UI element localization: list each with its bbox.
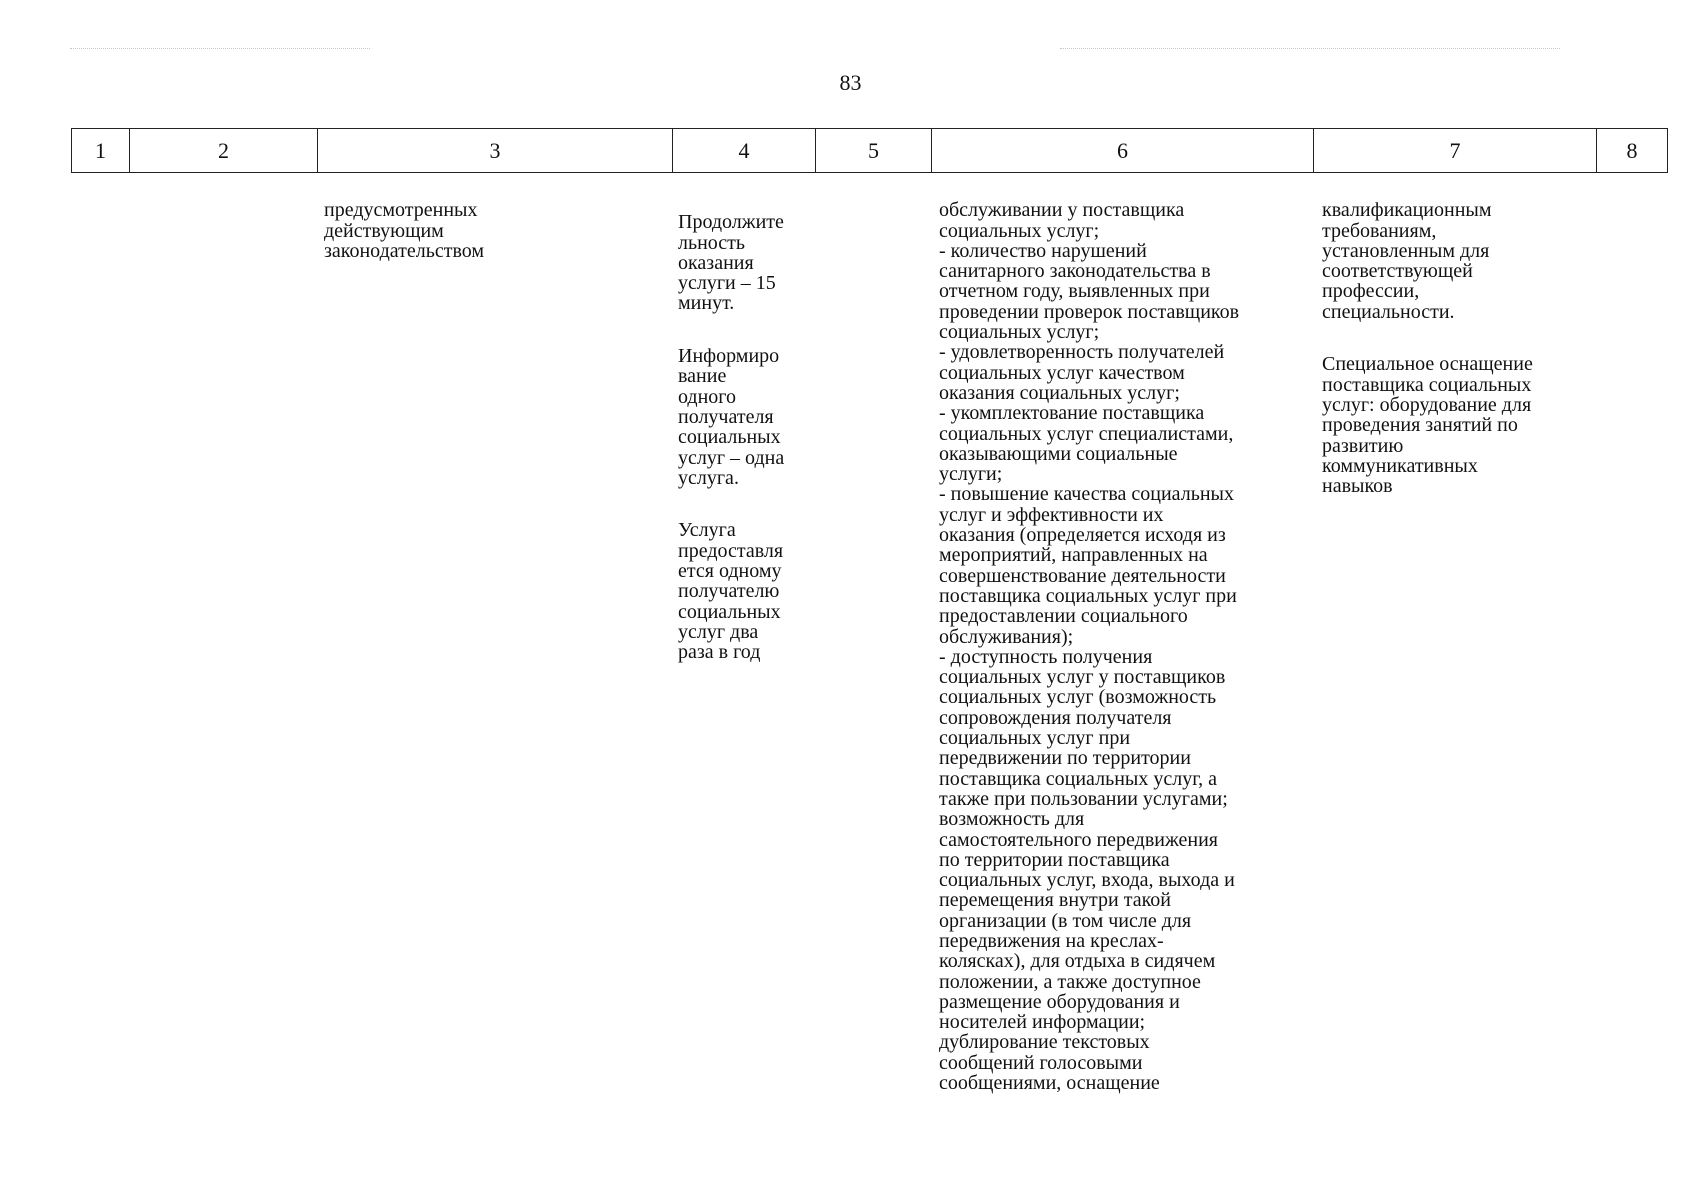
scan-artifact-left <box>70 48 370 50</box>
column-header-row <box>71 128 1668 173</box>
column-4-text <box>678 192 818 695</box>
special-equipment-text: Специальное оснащение поставщика социальных услуг: оборудование для проведения занятий по развитию коммуникативных навыков <box>1322 353 1533 498</box>
column-number-7: 7 <box>1314 129 1597 173</box>
column-number-8: 8 <box>1597 129 1668 173</box>
quality-indicators-text: обслуживании у поставщика социальных услуг; - количество нарушений санитарного законодательства в отчетном году, выявленных при проведении проверок поставщиков социальных услуг; - удовлетворенность получателей социальных услуг качеством оказания социальных услуг; - укомплектование поставщика социальных услуг специалистами, оказывающими социальные услуги; - повышение качества социальных услуг и эффективности их оказания (определяется исходя из мероприятий, направленных на совершенствование деятельности поставщика социальных услуг при предоставлении социального обслуживания); - доступность получения социальных услуг у поставщиков социальных услуг (возможность сопровождения получателя социальных услуг при передвижении по территории поставщика социальных услуг, а также при пользовании услугами; возможность для самостоятельного передвижения по территории поставщика социальных услуг, входа, выхода и перемещения внутри такой организации (в том числе для передвижения на креслах- колясках), для отдыха в сидячем положении, а также доступное размещение оборудования и носителей информации; дублирование текстовых сообщений голосовыми сообщениями, оснащение <box>939 199 1240 1095</box>
legal-basis-text: предусмотренных действующим законодательством <box>324 199 485 262</box>
column-number-1: 1 <box>72 129 130 173</box>
scan-artifact-right <box>1060 48 1560 50</box>
service-duration-text: Продолжите льность оказания услуги – 15 минут. <box>678 211 784 315</box>
service-frequency-text: Услуга предоставля ется одному получателю социальных услуг два раза в год <box>678 519 784 664</box>
column-7-text <box>1322 180 1597 529</box>
service-volume-text: Информиро вание одного получателя социальных услуг – одна услуга. <box>678 345 785 489</box>
column-number-3: 3 <box>318 129 673 173</box>
page-number: 83 <box>839 70 862 95</box>
column-number-6: 6 <box>932 129 1314 173</box>
staff-requirements-text: квалификационным требованиям, установленным для соответствующей профессии, специальности. <box>1322 199 1492 323</box>
column-6-text <box>939 180 1319 1114</box>
column-number-2: 2 <box>130 129 318 173</box>
column-number-5: 5 <box>816 129 932 173</box>
column-number-4: 4 <box>673 129 816 173</box>
column-3-text <box>324 180 664 281</box>
